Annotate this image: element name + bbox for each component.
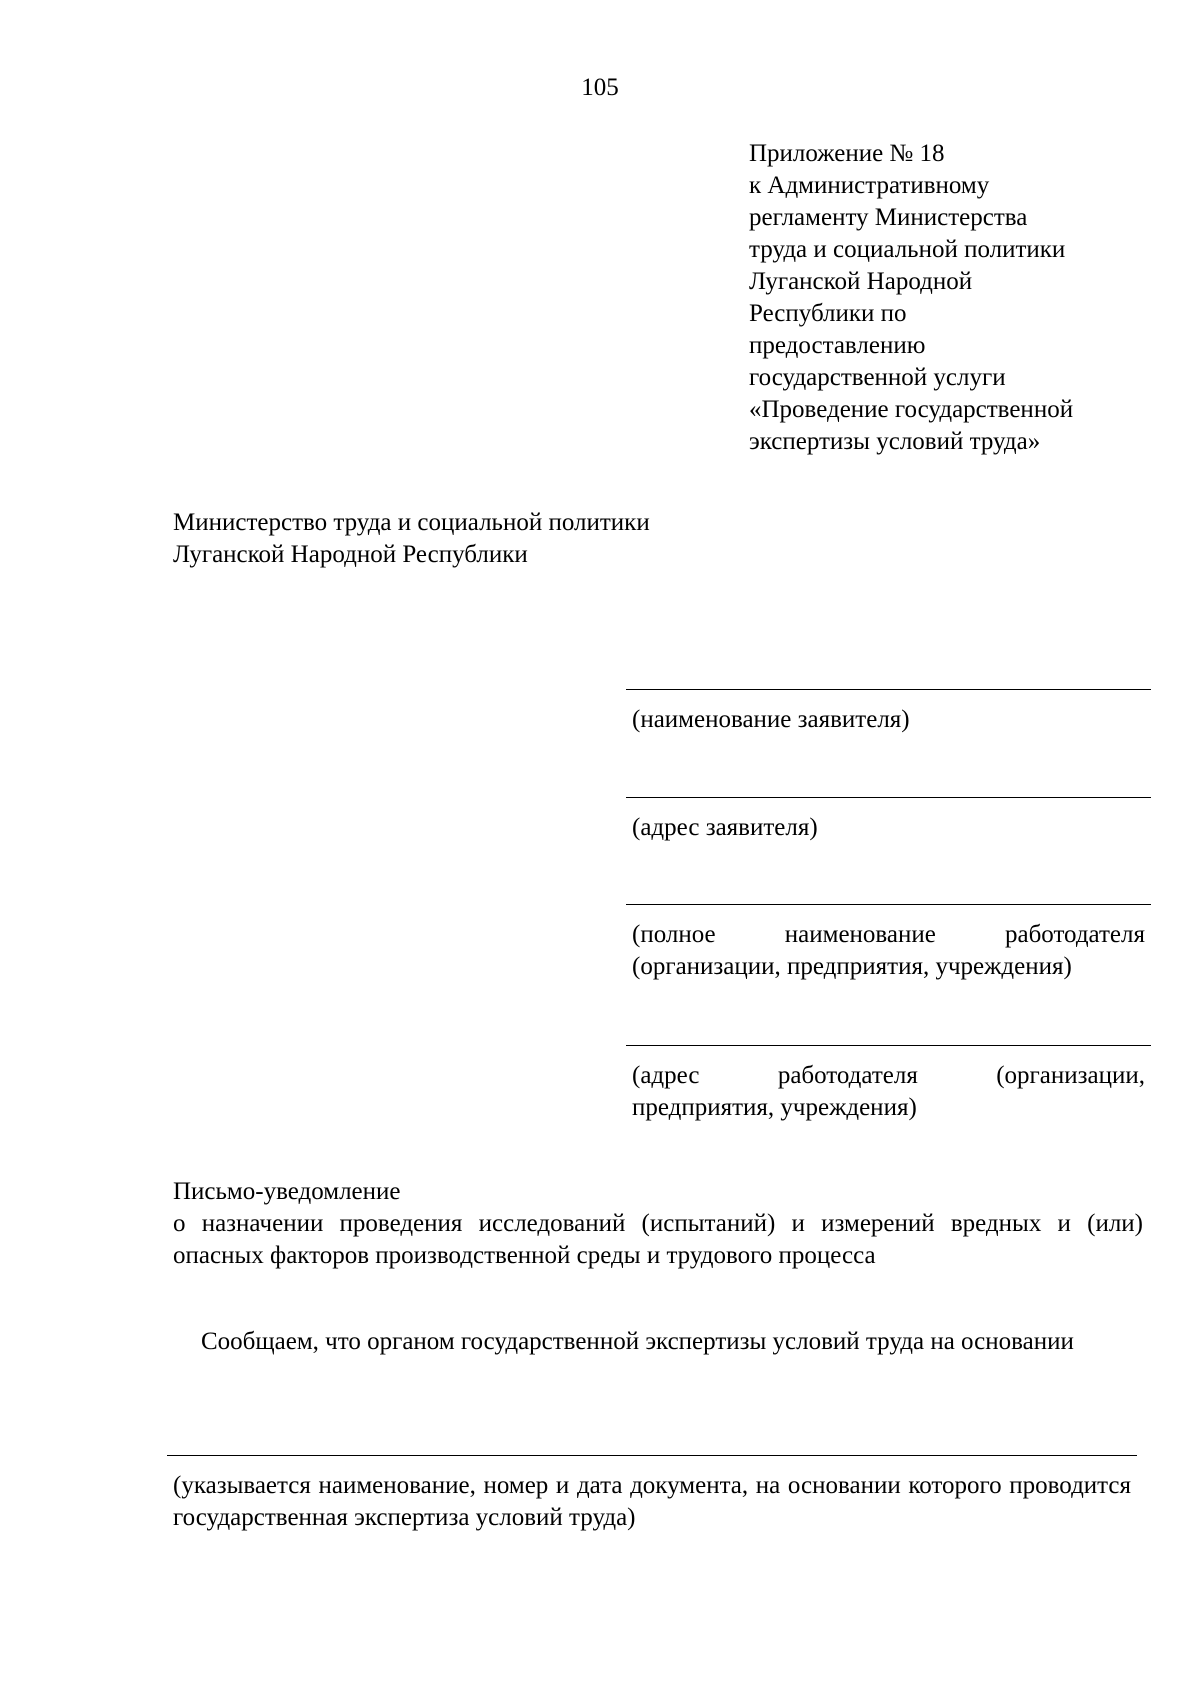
appendix-line: Республики по <box>749 300 907 327</box>
basis-document-caption: (указывается наименование, номер и дата документа, на основании которого проводится государственная экспертиза условий труда) <box>173 1472 1131 1531</box>
applicant-address-field <box>626 797 1151 844</box>
letter-title-block <box>173 1176 1143 1272</box>
letter-heading: Письмо-уведомление <box>173 1178 401 1205</box>
appendix-line: регламенту Министерства <box>749 204 1028 231</box>
page-number: 105 <box>581 74 619 101</box>
appendix-line: Приложение № 18 <box>749 140 945 167</box>
basis-document-field <box>167 1455 1137 1534</box>
appendix-line: предоставлению <box>749 332 926 359</box>
employer-name-blank-line[interactable] <box>626 904 1151 905</box>
sender-ministry <box>173 507 773 571</box>
appendix-line: государственной услуги <box>749 364 1006 391</box>
employer-address-field <box>626 1045 1151 1124</box>
appendix-line: труда и социальной политики <box>749 236 1066 263</box>
applicant-name-caption: (наименование заявителя) <box>632 706 910 733</box>
appendix-line: Луганской Народной <box>749 268 973 295</box>
sender-line: Министерство труда и социальной политики <box>173 509 650 536</box>
appendix-line: «Проведение государственной <box>749 396 1074 423</box>
letter-subject: о назначении проведения исследований (испытаний) и измерений вредных и (или) опасных факторов производственной среды и трудового процесса <box>173 1210 1143 1269</box>
appendix-line: экспертизы условий труда» <box>749 428 1041 455</box>
letter-body-paragraph: Сообщаем, что органом государственной экспертизы условий труда на основании <box>201 1328 1074 1355</box>
sender-line: Луганской Народной Республики <box>173 541 528 568</box>
employer-name-field <box>626 904 1151 983</box>
applicant-address-blank-line[interactable] <box>626 797 1151 798</box>
employer-address-caption: (адрес работодателя (организации, предприятия, учреждения) <box>632 1062 1145 1121</box>
employer-name-caption: (полное наименование работодателя (организации, предприятия, учреждения) <box>632 921 1145 980</box>
basis-document-blank-line[interactable] <box>167 1455 1137 1456</box>
applicant-address-caption: (адрес заявителя) <box>632 814 818 841</box>
appendix-reference <box>749 138 1149 458</box>
applicant-name-field <box>626 689 1151 736</box>
employer-address-blank-line[interactable] <box>626 1045 1151 1046</box>
applicant-name-blank-line[interactable] <box>626 689 1151 690</box>
appendix-line: к Административному <box>749 172 990 199</box>
